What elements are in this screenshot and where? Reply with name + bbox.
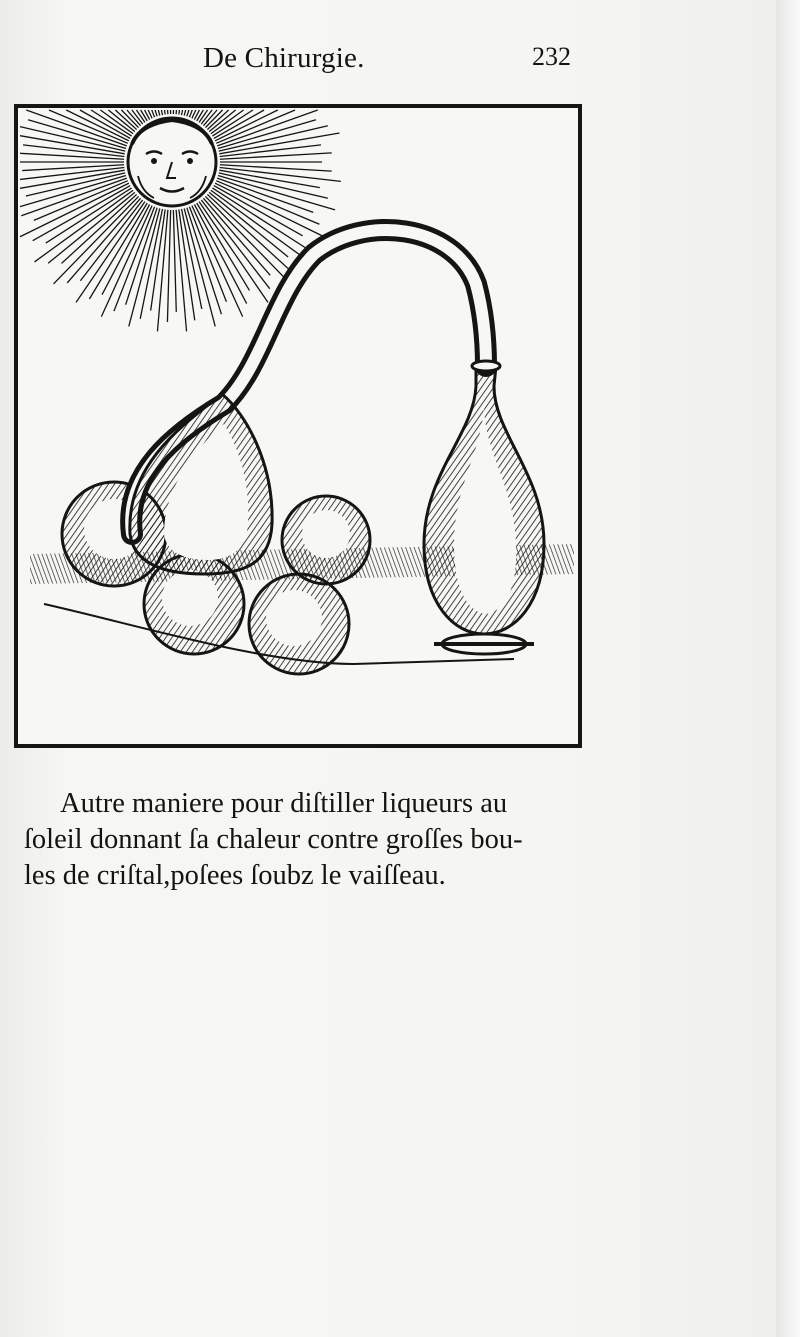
sun-ray — [165, 110, 166, 114]
woodcut-svg — [14, 104, 582, 748]
running-title: De Chirurgie. — [203, 42, 365, 74]
sun-ray — [179, 110, 180, 114]
woodcut-illustration — [14, 104, 582, 748]
page-number: 232 — [532, 42, 571, 71]
caption-line: ſoleil donnant ſa chaleur contre groſſes bou- — [24, 824, 523, 855]
page-edge — [776, 0, 800, 1337]
caption-paragraph — [24, 786, 604, 894]
running-header — [0, 42, 800, 82]
caption-line: Autre maniere pour diſtiller liqueurs au — [60, 788, 508, 819]
caption-line: les de criſtal,poſees ſoubz le vaiſſeau. — [24, 860, 446, 891]
sun-face-icon — [128, 118, 216, 206]
